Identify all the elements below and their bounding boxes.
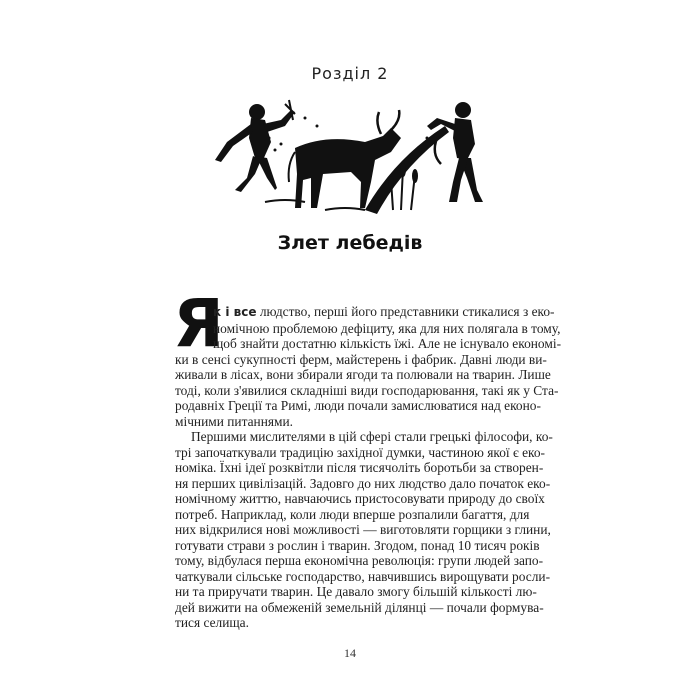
text-line: номічною проблемою дефіциту, яка для них полягала в тому, [213, 320, 561, 336]
text-line: Першими мислителями в цій сфері стали грецькі філософи, ко- [191, 429, 553, 444]
text-line: них відкрилися нові можливості — виготовляти горщики з глини, [175, 522, 551, 537]
text-line: номічному життю, навчаючись пристосовувати природу до своїх [175, 491, 545, 506]
text-line: живали в лісах, вони збирали ягоди та полювали на тварин. Лише [175, 367, 551, 382]
text-line: щоб знайти достатню кількість їжі. Але не існувало економі- [213, 336, 562, 351]
drop-cap: Я [173, 285, 224, 362]
chapter-title: Злет лебедів [277, 232, 423, 254]
text-line: дей вижити на обмеженій земельній ділянці — почали формува- [175, 599, 544, 615]
text-line: ня перших цивілізацій. Задовго до них людство дало початок еко- [175, 475, 551, 491]
chapter-label: Розділ 2 [311, 64, 389, 83]
text-line: номіка. Їхні ідеї розквітли після тисячоліть боротьби за створен- [175, 460, 544, 475]
chapter-illustration [205, 98, 495, 218]
text-line: тоді, коли з'явилися складніші види господарювання, такі як у Ста- [175, 382, 559, 398]
text-span: людство, перші його представники стикалися з еко- [256, 304, 555, 319]
text-line: ни та приручати тварин. Це давало змогу більшій кількості лю- [175, 584, 537, 599]
text-line: мічними питаннями. [175, 413, 294, 429]
page-number: 14 [344, 646, 356, 660]
text-line: тися селища. [175, 615, 249, 630]
text-line: трі започаткували традицію західної думки, частиною якої є еко- [175, 444, 545, 460]
text-line: готувати страви з рослин і тварин. Згодом, понад 10 тисяч років [175, 537, 540, 553]
text-line [175, 304, 555, 321]
text-line: чаткували сільське господарство, навчившись вирощувати росли- [175, 568, 551, 584]
text-line: ки в сенсі сукупності ферм, майстерень і фабрик. Давні люди ви- [175, 351, 547, 367]
lead-in: к і все [213, 305, 257, 319]
text-line: потреб. Наприклад, коли люди вперше розпалили багаття, для [175, 506, 530, 522]
body-text [175, 304, 562, 631]
text-line: родавніх Греції та Римі, люди почали замислюватися над еконо- [175, 398, 541, 413]
text-line: тому, відбулася перша економічна революція: групи людей запо- [175, 553, 544, 568]
